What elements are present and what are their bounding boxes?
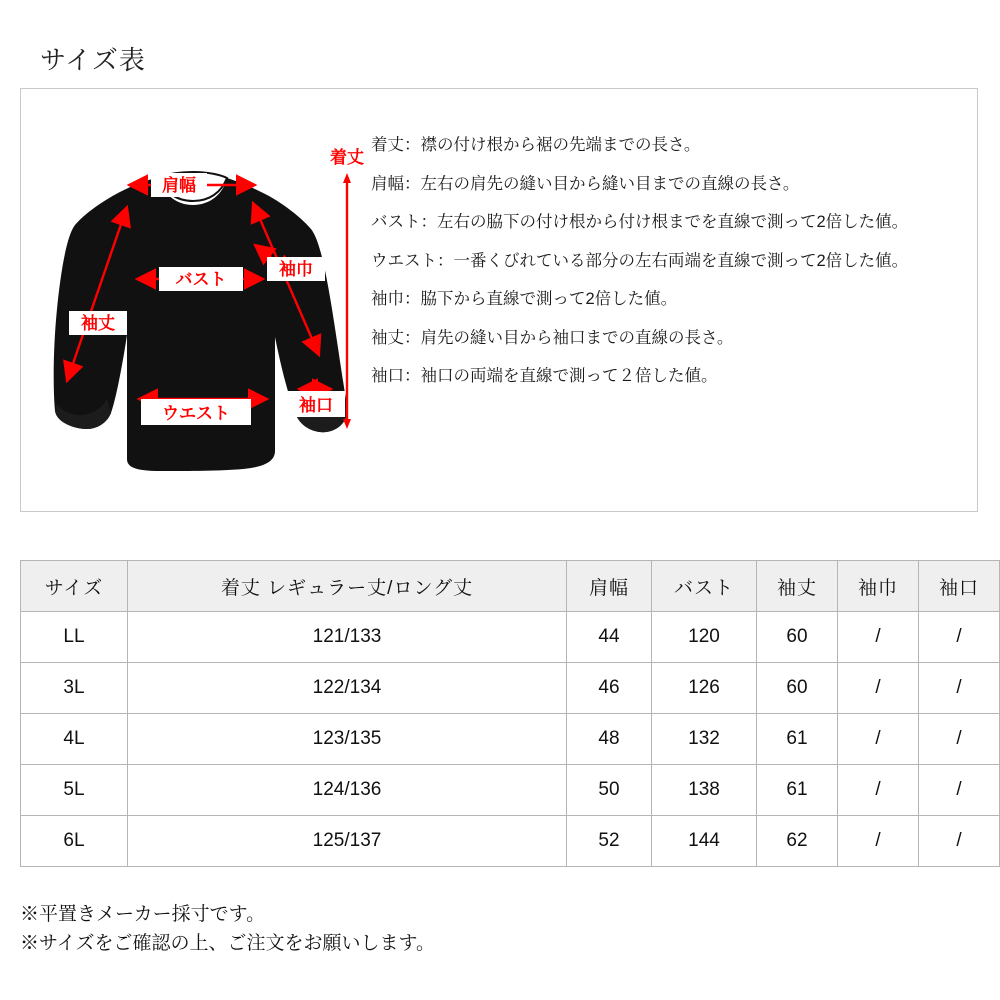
cell-bust: 132 — [652, 714, 757, 765]
header-size: サイズ — [21, 561, 128, 612]
cell-bust: 120 — [652, 612, 757, 663]
cell-size: LL — [21, 612, 128, 663]
cell-cuff: / — [919, 816, 1000, 867]
table-row — [21, 663, 1000, 714]
cell-body-length: 125/137 — [128, 816, 567, 867]
cell-sleeve-width: / — [838, 816, 919, 867]
cell-body-length: 122/134 — [128, 663, 567, 714]
cell-shoulder: 48 — [567, 714, 652, 765]
cell-sleeve-width: / — [838, 765, 919, 816]
label-sleeve-width: 袖巾 — [279, 260, 313, 279]
legend-item: バスト：左右の脇下の付け根から付け根までを直線で測って2倍した値。 — [371, 213, 909, 231]
header-bust: バスト — [652, 561, 757, 612]
cell-bust: 138 — [652, 765, 757, 816]
cell-bust: 126 — [652, 663, 757, 714]
cell-sleeve-width: / — [838, 714, 919, 765]
legend-list — [371, 137, 961, 407]
label-shoulder: 肩幅 — [162, 176, 196, 195]
cell-cuff: / — [919, 612, 1000, 663]
diagram-panel — [20, 88, 978, 512]
notes-block — [20, 900, 435, 959]
cell-sleeve-width: / — [838, 663, 919, 714]
legend-item: ウエスト：一番くびれている部分の左右両端を直線で測って2倍した値。 — [371, 251, 909, 270]
cell-shoulder: 52 — [567, 816, 652, 867]
note-line: ※平置きメーカー採寸です。 — [20, 904, 266, 925]
cell-cuff: / — [919, 663, 1000, 714]
note-line: ※サイズをご確認の上、ご注文をお願いします。 — [20, 933, 435, 955]
cell-shoulder: 46 — [567, 663, 652, 714]
cell-shoulder: 50 — [567, 765, 652, 816]
cell-sleeve-length: 60 — [757, 663, 838, 714]
cell-shoulder: 44 — [567, 612, 652, 663]
cell-cuff: / — [919, 714, 1000, 765]
cell-body-length: 124/136 — [128, 765, 567, 816]
cell-sleeve-length: 61 — [757, 765, 838, 816]
legend-item: 肩幅：左右の肩先の縫い目から縫い目までの直線の長さ。 — [371, 174, 800, 193]
header-cuff: 袖口 — [919, 561, 1000, 612]
cell-sleeve-length: 62 — [757, 816, 838, 867]
label-body-length: 着丈 — [330, 148, 364, 167]
header-body-length: 着丈 レギュラー丈/ロング丈 — [128, 561, 567, 612]
size-table — [20, 560, 1000, 867]
cell-body-length: 123/135 — [128, 714, 567, 765]
cell-size: 6L — [21, 816, 128, 867]
label-cuff: 袖口 — [299, 396, 333, 415]
cell-sleeve-length: 61 — [757, 714, 838, 765]
table-row — [21, 816, 1000, 867]
legend-item: 袖口：袖口の両端を直線で測って２倍した値。 — [371, 367, 718, 385]
cell-body-length: 121/133 — [128, 612, 567, 663]
cell-size: 4L — [21, 714, 128, 765]
legend-item: 袖巾：脇下から直線で測って2倍した値。 — [371, 290, 678, 308]
label-bust: バスト — [175, 270, 227, 289]
legend-item: 袖丈：肩先の縫い目から袖口までの直線の長さ。 — [371, 328, 734, 347]
legend-item: 着丈：襟の付け根から裾の先端までの長さ。 — [371, 136, 701, 154]
cell-size: 5L — [21, 765, 128, 816]
garment-illustration — [31, 99, 371, 499]
cell-size: 3L — [21, 663, 128, 714]
header-sleeve-width: 袖巾 — [838, 561, 919, 612]
cell-cuff: / — [919, 765, 1000, 816]
page-title: サイズ表 — [40, 45, 146, 75]
table-header-row — [21, 561, 1000, 612]
cell-sleeve-length: 60 — [757, 612, 838, 663]
label-waist: ウエスト — [162, 404, 230, 423]
cell-sleeve-width: / — [838, 612, 919, 663]
table-row — [21, 714, 1000, 765]
label-sleeve-length: 袖丈 — [81, 314, 115, 333]
header-sleeve-length: 袖丈 — [757, 561, 838, 612]
cell-bust: 144 — [652, 816, 757, 867]
table-row — [21, 765, 1000, 816]
table-row — [21, 612, 1000, 663]
header-shoulder: 肩幅 — [567, 561, 652, 612]
